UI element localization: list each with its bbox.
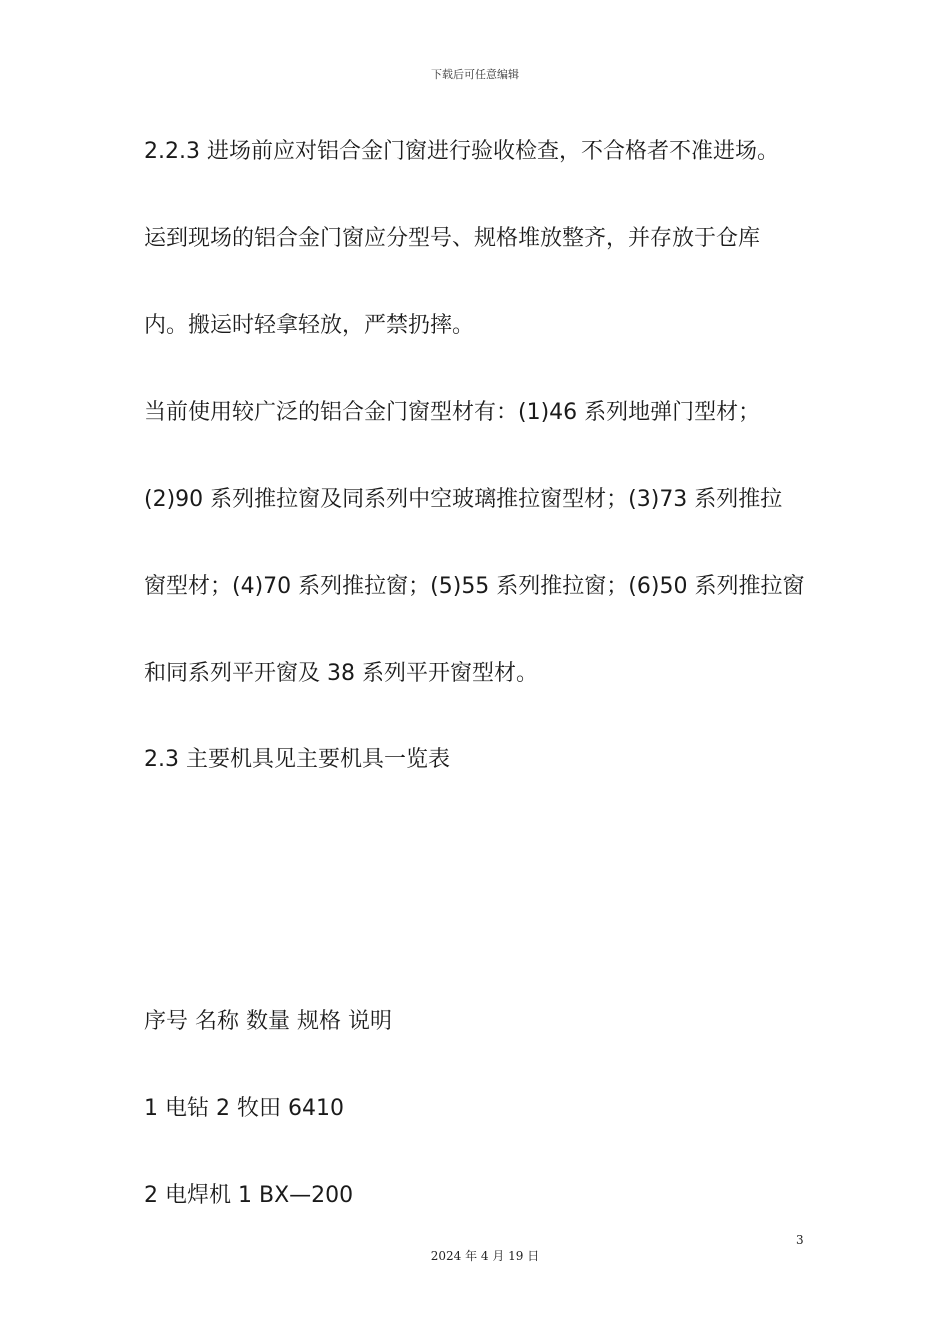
paragraph-line-2: 运到现场的铝合金门窗应分型号、规格堆放整齐，并存放于仓库	[144, 226, 761, 251]
page-number: 3	[796, 1233, 804, 1247]
paragraph-line-3: 内。搬运时轻拿轻放，严禁扔摔。	[144, 313, 475, 338]
paragraph-line-6: 窗型材；(4)70 系列推拉窗；(5)55 系列推拉窗；(6)50 系列推拉窗	[144, 574, 805, 599]
paragraph-line-7: 和同系列平开窗及 38 系列平开窗型材。	[144, 661, 538, 686]
footer-date: 2024 年 4 月 19 日	[430, 1249, 540, 1263]
paragraph-line-5: (2)90 系列推拉窗及同系列中空玻璃推拉窗型材；(3)73 系列推拉	[144, 487, 783, 512]
table-row: 1 电钻 2 牧田 6410	[144, 1096, 344, 1121]
page-header: 下载后可任意编辑	[431, 68, 519, 81]
table-row: 2 电焊机 1 BX—200	[144, 1183, 354, 1208]
paragraph-line-4: 当前使用较广泛的铝合金门窗型材有：(1)46 系列地弹门型材；	[144, 400, 761, 425]
section-heading: 2.3 主要机具见主要机具一览表	[144, 747, 450, 772]
table-header-line: 序号 名称 数量 规格 说明	[144, 1009, 392, 1034]
paragraph-line-1: 2.2.3 进场前应对铝合金门窗进行验收检查，不合格者不准进场。	[144, 139, 779, 164]
